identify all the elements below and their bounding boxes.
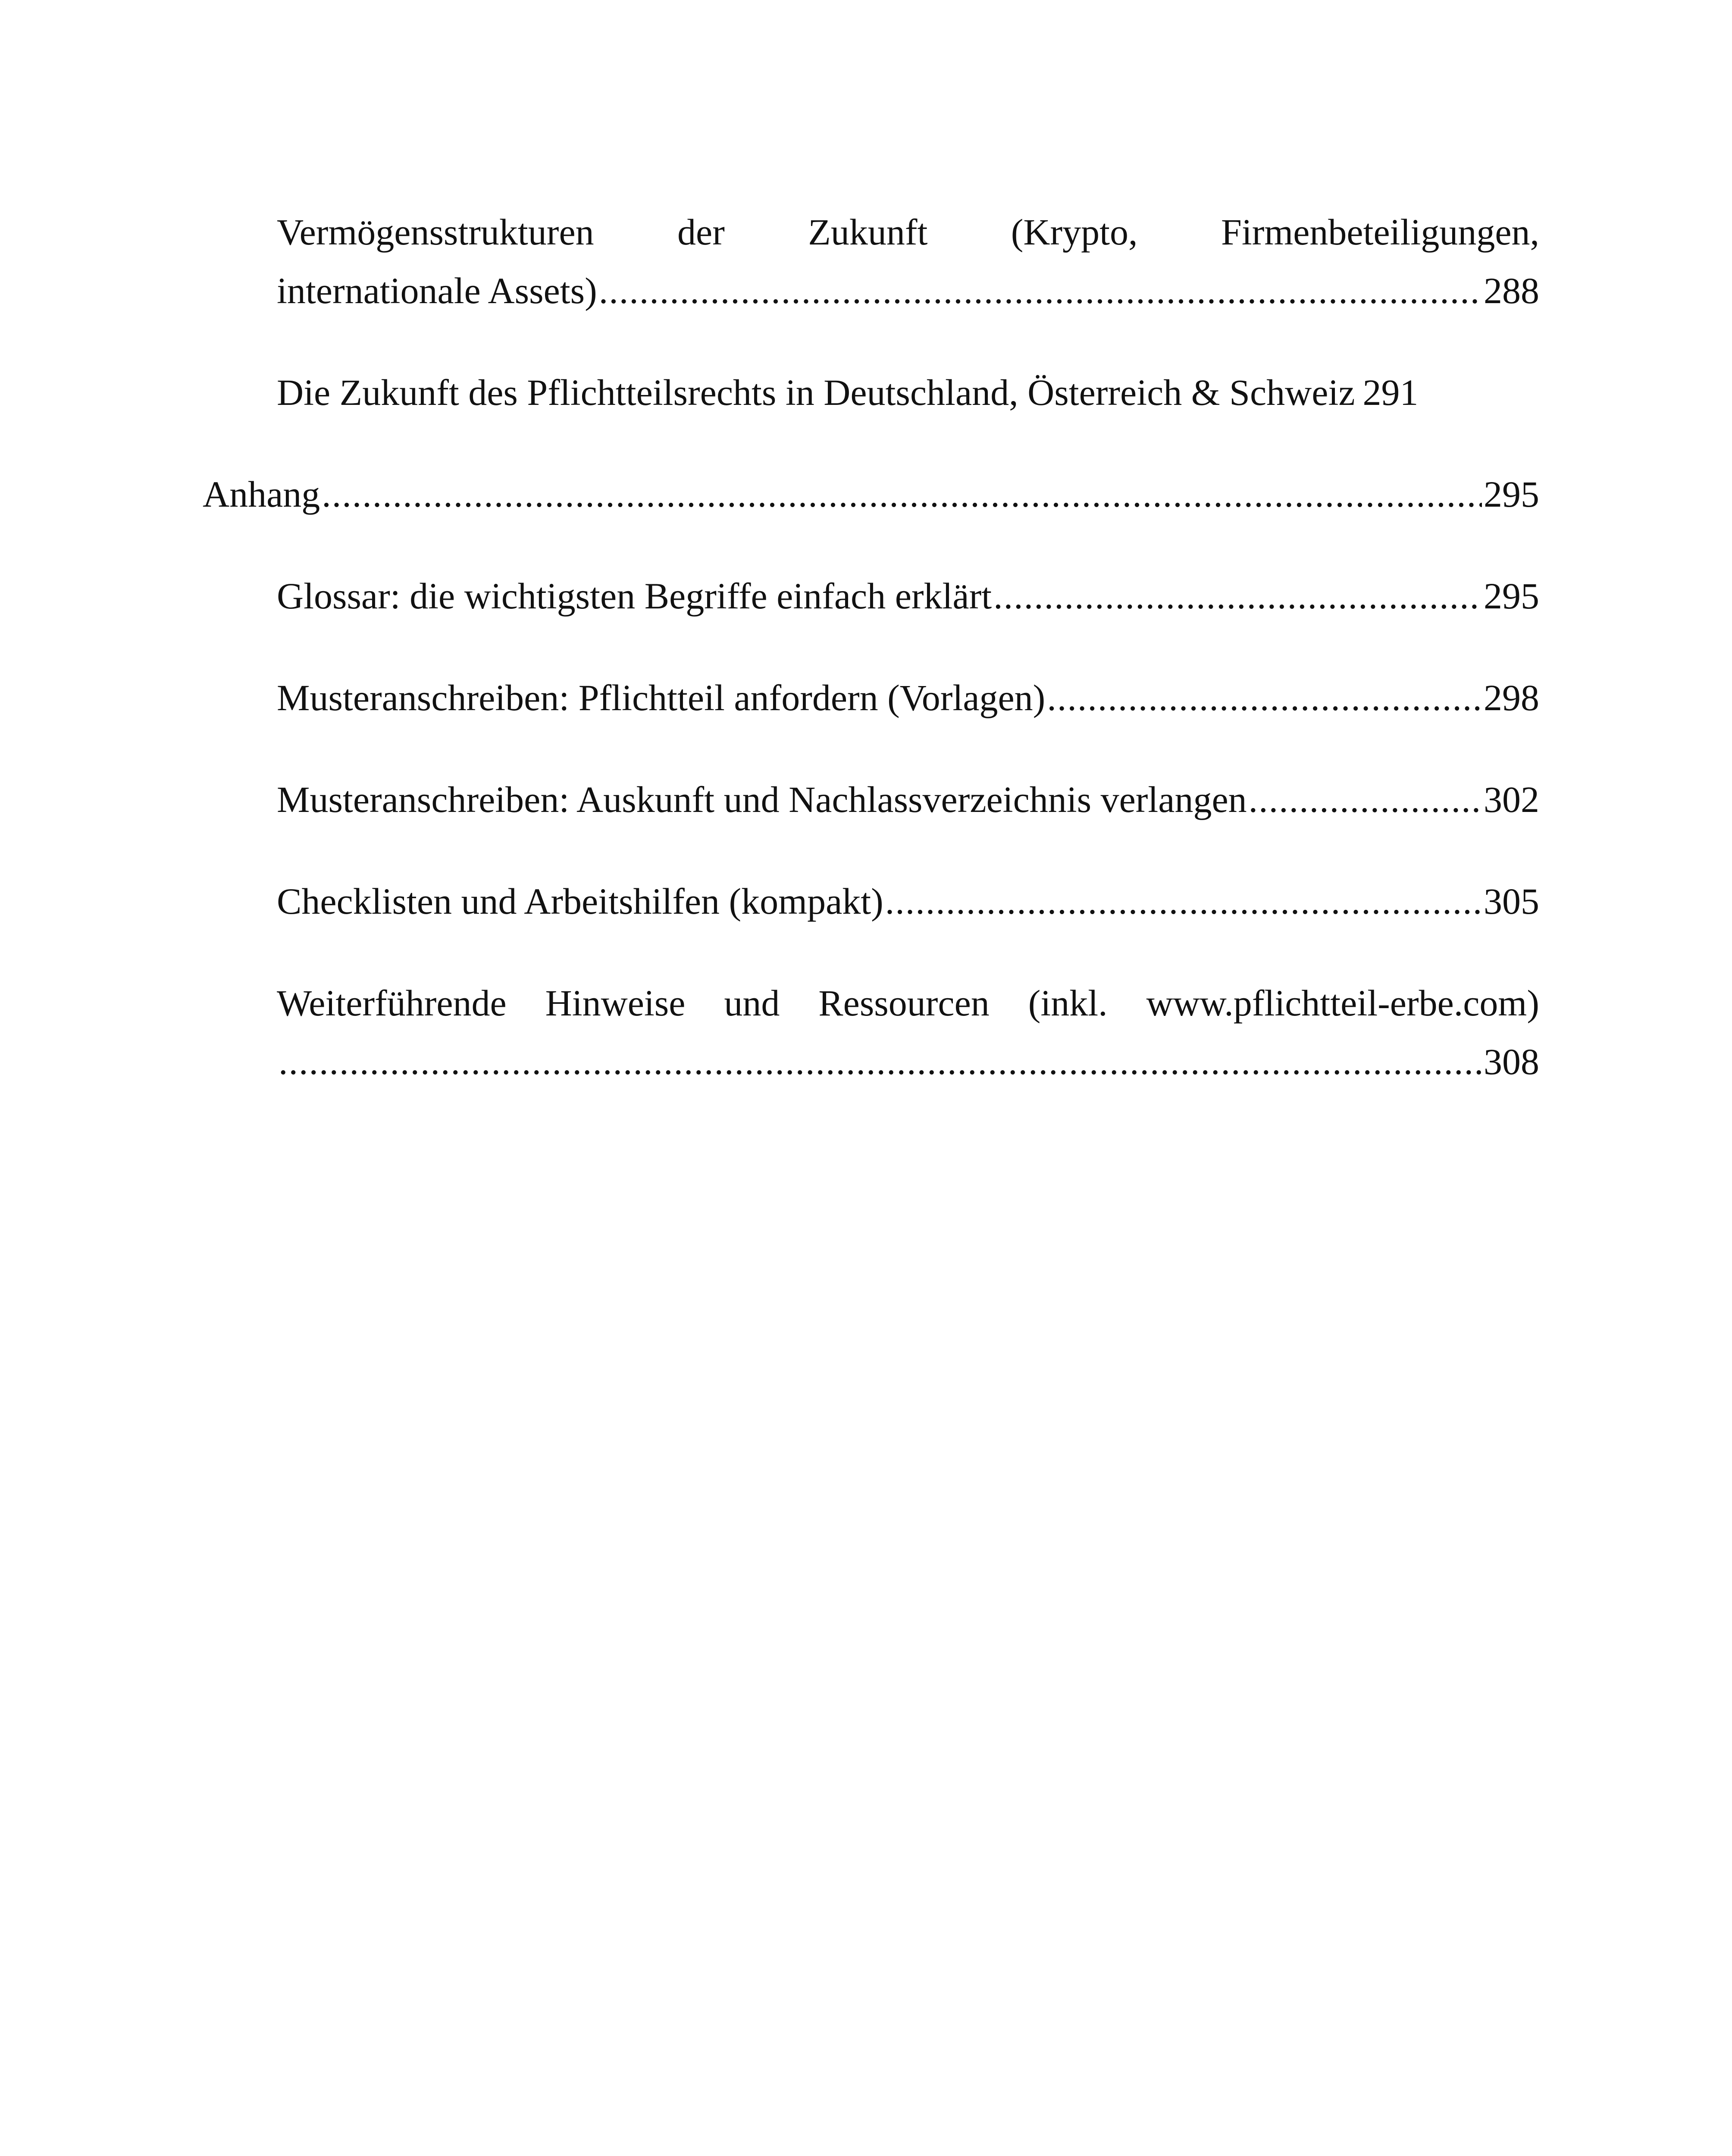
toc-entry-line-2 bbox=[277, 261, 1539, 320]
toc-dot-leader bbox=[885, 872, 1482, 931]
toc-entry-appendix[interactable] bbox=[203, 465, 1539, 523]
toc-dot-leader bbox=[1249, 770, 1482, 829]
toc-word: Firmenbeteiligungen, bbox=[1221, 211, 1539, 253]
toc-dot-leader bbox=[279, 1032, 1482, 1091]
toc-entry-line-1 bbox=[277, 203, 1539, 261]
toc-entry-glossary[interactable] bbox=[277, 567, 1539, 625]
toc-page-number: 308 bbox=[1484, 1041, 1539, 1082]
toc-page-number: 291 bbox=[1362, 372, 1419, 413]
toc-word: Vermögensstrukturen bbox=[277, 211, 594, 253]
toc-page-number: 288 bbox=[1484, 270, 1539, 311]
toc-page-number: 302 bbox=[1484, 779, 1539, 820]
toc-word: und bbox=[724, 982, 780, 1024]
toc-word: Ressourcen bbox=[818, 982, 990, 1024]
toc-entry-title: Checklisten und Arbeitshilfen (kompakt) bbox=[277, 881, 883, 922]
toc-entry-further-resources[interactable] bbox=[277, 974, 1539, 1091]
toc-entry-sample-letter-information[interactable] bbox=[277, 770, 1539, 829]
toc-entry-line-2 bbox=[277, 1032, 1539, 1091]
toc-word: (Krypto, bbox=[1011, 211, 1138, 253]
toc-dot-leader bbox=[1047, 668, 1482, 727]
toc-dot-leader bbox=[599, 261, 1482, 320]
toc-entry-title: Anhang bbox=[203, 473, 320, 515]
toc-word: Hinweise bbox=[545, 982, 686, 1024]
toc-page-number: 298 bbox=[1484, 677, 1539, 718]
toc-dot-leader bbox=[993, 567, 1482, 625]
toc-word: Weiterführende bbox=[277, 982, 507, 1024]
toc-page-number: 295 bbox=[1484, 575, 1539, 617]
toc-entry-sample-letter-request[interactable] bbox=[277, 668, 1539, 727]
toc-word: Zukunft bbox=[808, 211, 928, 253]
toc-entry-checklists[interactable] bbox=[277, 872, 1539, 931]
toc-word: www.pflichtteil-erbe.com) bbox=[1146, 982, 1539, 1024]
toc-word: der bbox=[677, 211, 725, 253]
toc-dot-leader bbox=[322, 465, 1482, 523]
toc-entry-title: Glossar: die wichtigsten Begriffe einfach erklärt bbox=[277, 575, 992, 617]
toc-entry-future-asset-structures[interactable] bbox=[277, 203, 1539, 320]
toc-entry-line-1 bbox=[277, 974, 1539, 1032]
toc-word: (inkl. bbox=[1028, 982, 1108, 1024]
table-of-contents bbox=[203, 203, 1539, 1091]
toc-entry-title: Die Zukunft des Pflichtteilsrechts in Deutschland, Österreich & Schweiz bbox=[277, 372, 1355, 413]
toc-page-number: 295 bbox=[1484, 473, 1539, 515]
toc-page-number: 305 bbox=[1484, 881, 1539, 922]
toc-entry-title: Musteranschreiben: Pflichtteil anfordern (Vorlagen) bbox=[277, 677, 1046, 718]
toc-entry-title: Musteranschreiben: Auskunft und Nachlassverzeichnis verlangen bbox=[277, 779, 1247, 820]
toc-entry-future-compulsory-share-law[interactable] bbox=[277, 363, 1539, 422]
toc-entry-title: internationale Assets) bbox=[277, 270, 597, 311]
